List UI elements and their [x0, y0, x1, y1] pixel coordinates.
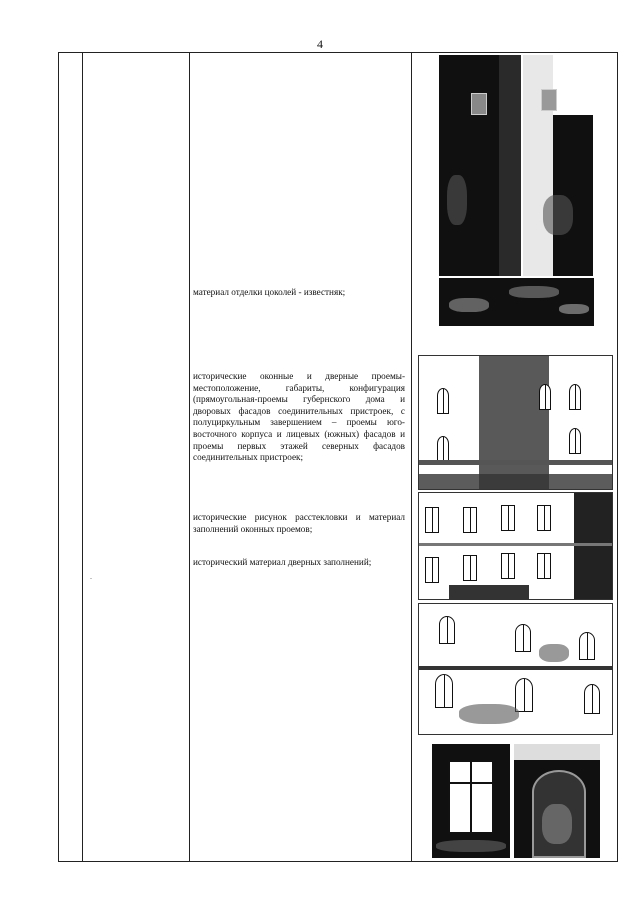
column-divider-2 [189, 53, 190, 861]
margin-mark: . [90, 572, 92, 581]
photo-arched-windows-wall [418, 603, 613, 735]
page-number: 4 [317, 37, 323, 51]
text-door-material: исторический материал дверных заполнений; [193, 557, 372, 567]
column-divider-3 [411, 53, 412, 861]
photo-limestone-plinth [439, 278, 594, 326]
text-window-door-openings: исторические оконные и дверные проемы- местоположение, габариты, конфигурация (прямоугольная-проемы губернского дома и дворовых фасадов соединительных пристроек, с полуциркульным завершением – проемы юго-восточного корпуса и лицевых (южных) фасадов и проемы первых этажей северных фасадов соединительных пристроек; [193, 371, 405, 463]
photo-doorway-detail [514, 744, 600, 858]
photo-arched-windows-facade [418, 355, 613, 490]
text-plinth-material: материал отделки цоколей - известняк; [193, 287, 346, 297]
photo-rectangular-windows-facade [418, 492, 613, 600]
photo-dark-facade-tall-right [523, 55, 593, 276]
photo-window-glazing-detail [432, 744, 510, 858]
column-divider-1 [82, 53, 83, 861]
text-glazing-pattern: исторические рисунок расстекловки и материал заполнений оконных проемов; [193, 512, 405, 534]
photo-dark-facade-tall-left [439, 55, 521, 276]
